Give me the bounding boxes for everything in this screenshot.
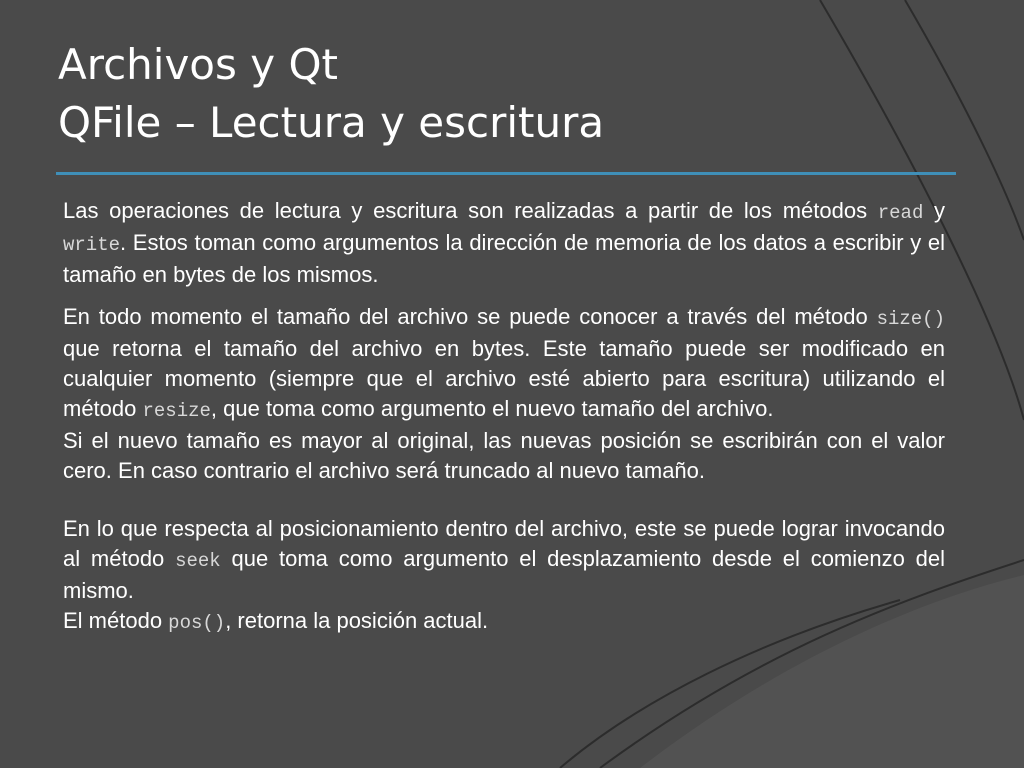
title-divider	[56, 172, 956, 175]
paragraph-truncate: Si el nuevo tamaño es mayor al original, las nuevas posición se escribirán con el valor cero. En caso contrario el archivo será truncado al nuevo tamaño.	[63, 428, 945, 483]
code-seek: seek	[175, 550, 221, 572]
slide-title	[58, 36, 604, 152]
paragraph-pos: El método pos(), retorna la posición actual.	[63, 608, 489, 634]
paragraph-read-write: Las operaciones de lectura y escritura son realizadas a partir de los métodos read y write. Estos toman como argumentos la dirección de memoria de los datos a escribir y el tamaño en bytes de los mismos.	[63, 198, 945, 287]
paragraph-seek: En lo que respecta al posicionamiento dentro del archivo, este se puede lograr invocando al método seek que toma como argumento el desplazamiento desde el comienzo del mismo.	[63, 516, 945, 603]
code-pos: pos()	[168, 612, 226, 634]
title-line-1: Archivos y Qt	[58, 40, 338, 89]
title-line-2: QFile – Lectura y escritura	[58, 98, 605, 147]
slide-body	[63, 196, 945, 638]
paragraph-size-resize: En todo momento el tamaño del archivo se puede conocer a través del método size() que retorna el tamaño del archivo en bytes. Este tamaño puede ser modificado en cualquier momento (siempre que el archivo esté abierto para escritura) utilizando el método resize, que toma como argumento el nuevo tamaño del archivo.	[63, 304, 945, 422]
code-size: size()	[876, 308, 945, 330]
code-resize: resize	[142, 400, 211, 422]
code-write: write	[63, 234, 121, 256]
code-read: read	[877, 202, 924, 224]
